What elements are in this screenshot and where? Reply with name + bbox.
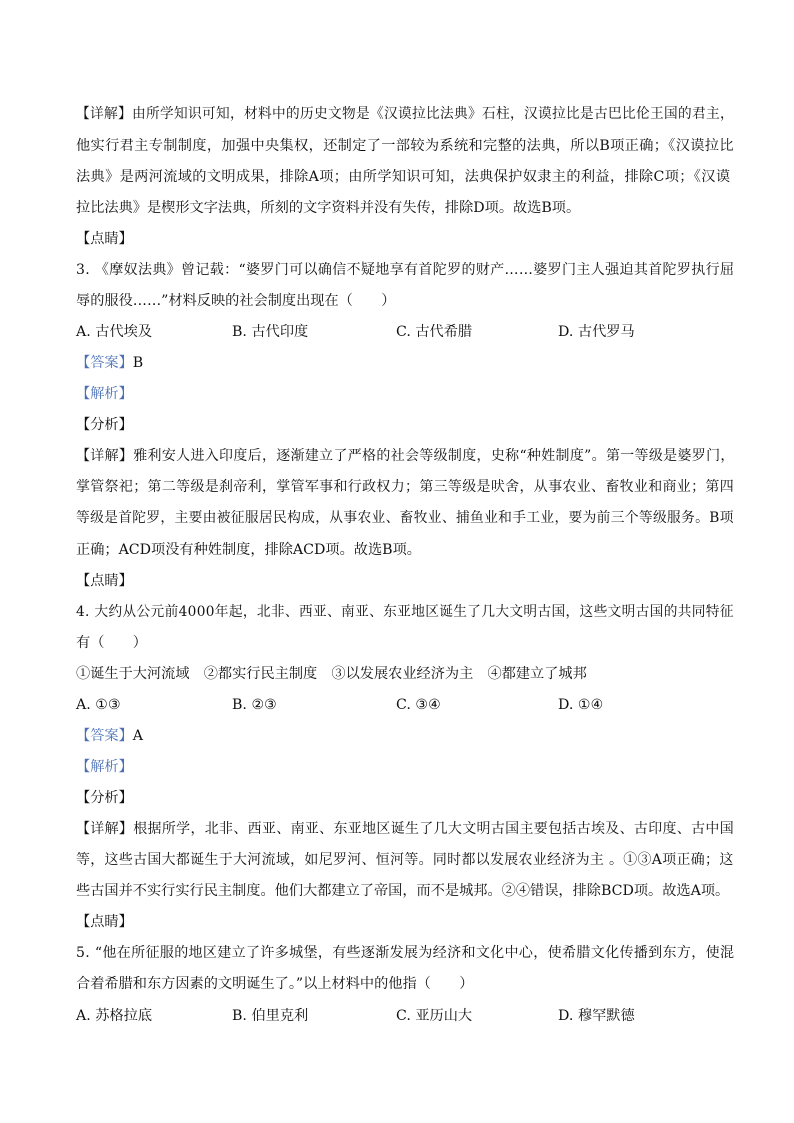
q4-option-a: A. ①③ [76, 697, 121, 713]
q2-detail-line-3: 法典》是两河流域的文明成果，排除A项；由所学知识可知，法典保护奴隶主的利益，排除C项；《汉谟 [76, 169, 731, 185]
q3-option-d: D. 古代罗马 [558, 324, 635, 340]
q4-statements: ①诞生于大河流域 ②都实行民主制度 ③以发展农业经济为主 ④都建立了城邦 [76, 666, 587, 682]
q3-stem-line-1: 3. 《摩奴法典》曾记载：“婆罗门可以确信不疑地享有首陀罗的财产……婆罗门主人强迫其首陀罗执行屈 [76, 262, 735, 278]
q4-detail-line-1: 【详解】根据所学，北非、西亚、南亚、东亚地区诞生了几大文明古国主要包括古埃及、古印度、古中国 [76, 821, 735, 837]
q3-points-heading: 【点睛】 [76, 573, 133, 589]
q4-analysis-heading: 【解析】 [76, 759, 133, 775]
q3-answer-row [76, 353, 143, 373]
q2-detail-line-2: 他实行君主专制制度，加强中央集权，还制定了一部较为系统和完整的法典，所以B项正确；《汉谟拉比 [76, 138, 734, 154]
q5-option-b: B. 伯里克利 [232, 1008, 309, 1024]
q3-detail-line-2: 掌管祭祀；第二等级是刹帝利，掌管军事和行政权力；第三等级是吠舍，从事农业、畜牧业和商业；第四 [76, 479, 735, 495]
q3-fenxi-heading: 【分析】 [76, 417, 133, 433]
q3-detail-line-3: 等级是首陀罗，主要由被征服居民构成，从事农业、畜牧业、捕鱼业和手工业，要为前三个等级服务。B项 [76, 510, 734, 526]
q2-points-heading: 【点睛】 [76, 231, 133, 247]
q3-analysis-heading: 【解析】 [76, 386, 133, 402]
q4-option-d: D. ①④ [558, 697, 604, 713]
q4-stem-line-1: 4. 大约从公元前4000年起，北非、西亚、南亚、东亚地区诞生了几大文明古国，这些文明古国的共同特征 [76, 604, 734, 620]
q2-detail-line-4: 拉比法典》是楔形文字法典，所刻的文字资料并没有失传，排除D项。故选B项。 [76, 200, 581, 216]
q5-stem-line-2: 合着希腊和东方因素的文明诞生了。”以上材料中的他指（ ） [76, 976, 474, 992]
q3-detail-line-4: 正确；ACD项没有种姓制度，排除ACD项。故选B项。 [76, 542, 421, 558]
q5-stem-line-1: 5. “他在所征服的地区建立了许多城堡，有些逐渐发展为经济和文化中心，使希腊文化传播到东方，使混 [76, 945, 735, 961]
q3-option-c: C. 古代希腊 [396, 324, 473, 340]
q3-answer-value: B [132, 355, 144, 371]
q4-option-b: B. ②③ [232, 697, 277, 713]
q4-option-c: C. ③④ [396, 697, 441, 713]
q3-detail-line-1: 【详解】雅利安人进入印度后，逐渐建立了严格的社会等级制度，史称“种姓制度”。第一等级是婆罗门， [76, 448, 735, 464]
q4-fenxi-heading: 【分析】 [76, 790, 133, 806]
q3-answer-label: 【答案】 [76, 355, 133, 371]
q4-detail-line-2: 等，这些古国大都诞生于大河流域，如尼罗河、恒河等。同时都以发展农业经济为主 。①③A项正确；这 [76, 852, 734, 868]
q4-stem-line-2: 有（ ） [76, 635, 147, 651]
q5-option-c: C. 亚历山大 [396, 1008, 473, 1024]
q4-answer-row [76, 726, 143, 746]
q4-detail-line-3: 些古国并不实行实行民主制度。他们大都建立了帝国，而不是城邦。②④错误，排除BCD项。故选A项。 [76, 883, 730, 899]
q3-stem-line-2: 辱的服役……”材料反映的社会制度出现在（ ） [76, 293, 396, 309]
q3-option-a: A. 古代埃及 [76, 324, 153, 340]
q5-option-d: D. 穆罕默德 [558, 1008, 635, 1024]
q3-option-b: B. 古代印度 [232, 324, 309, 340]
q4-answer-value: A [132, 728, 144, 744]
q5-option-a: A. 苏格拉底 [76, 1008, 153, 1024]
q4-answer-label: 【答案】 [76, 728, 133, 744]
q2-detail-line-1: 【详解】由所学知识可知，材料中的历史文物是《汉谟拉比法典》石柱，汉谟拉比是古巴比伦王国的君主， [76, 106, 734, 122]
q4-points-heading: 【点睛】 [76, 914, 133, 930]
